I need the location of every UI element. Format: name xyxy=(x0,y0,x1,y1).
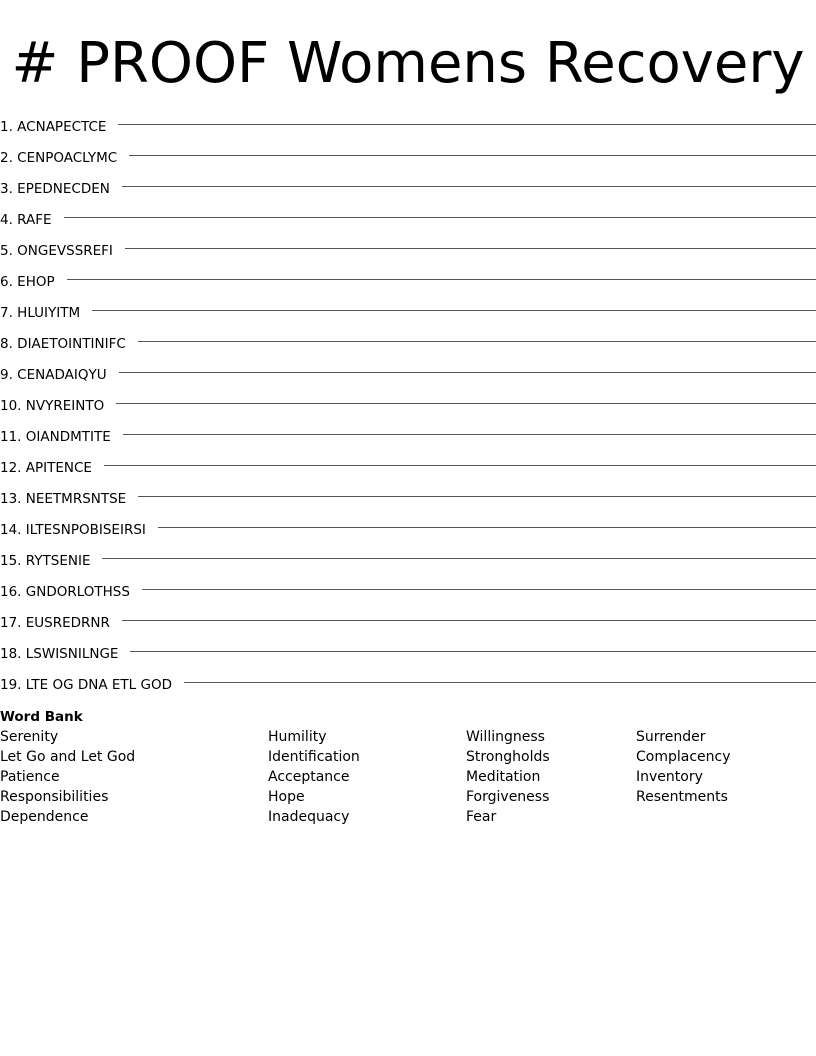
word-bank-word: Fear xyxy=(466,809,497,825)
scramble-item xyxy=(0,666,816,697)
answer-line[interactable] xyxy=(122,598,816,621)
word-bank-word: Responsibilities xyxy=(0,789,109,805)
word-bank-word: Willingness xyxy=(466,729,545,745)
word-bank-word: Hope xyxy=(268,789,305,805)
word-bank-word: Complacency xyxy=(636,749,731,765)
word-bank-column xyxy=(636,727,731,807)
scrambled-word: 2. CENPOACLYMC xyxy=(0,150,118,166)
answer-line[interactable] xyxy=(184,660,816,683)
answer-line[interactable] xyxy=(129,133,816,156)
scrambled-word: 19. LTE OG DNA ETL GOD xyxy=(0,677,172,693)
word-bank-word: Acceptance xyxy=(268,769,350,785)
scrambled-word: 16. GNDORLOTHSS xyxy=(0,584,130,600)
scramble-list xyxy=(0,108,816,697)
answer-line[interactable] xyxy=(119,350,816,373)
word-bank-word: Surrender xyxy=(636,729,706,745)
worksheet-title: # PROOF Womens Recovery xyxy=(11,31,805,96)
word-bank-column xyxy=(268,727,360,827)
answer-line[interactable] xyxy=(125,226,816,249)
word-bank-word: Humility xyxy=(268,729,327,745)
word-bank-word: Let Go and Let God xyxy=(0,749,136,765)
answer-line[interactable] xyxy=(142,567,816,590)
word-bank-word: Patience xyxy=(0,769,60,785)
word-bank-grid xyxy=(0,727,816,827)
scrambled-word: 4. RAFE xyxy=(0,212,52,228)
answer-line[interactable] xyxy=(92,288,816,311)
scrambled-word: 1. ACNAPECTCE xyxy=(0,119,107,135)
word-bank-word: Meditation xyxy=(466,769,541,785)
answer-line[interactable] xyxy=(138,474,816,497)
answer-line[interactable] xyxy=(118,102,816,125)
word-bank-column xyxy=(0,727,135,827)
word-bank-word: Identification xyxy=(268,749,360,765)
word-bank-word: Inventory xyxy=(636,769,703,785)
answer-line[interactable] xyxy=(138,319,816,342)
word-bank-word: Dependence xyxy=(0,809,89,825)
word-bank-word: Strongholds xyxy=(466,749,550,765)
scrambled-word: 9. CENADAIQYU xyxy=(0,367,107,383)
answer-line[interactable] xyxy=(104,443,816,466)
word-bank-word: Inadequacy xyxy=(268,809,350,825)
word-bank-word: Resentments xyxy=(636,789,728,805)
answer-line[interactable] xyxy=(67,257,816,280)
word-bank-word: Forgiveness xyxy=(466,789,550,805)
word-bank-title: Word Bank xyxy=(0,709,83,725)
answer-line[interactable] xyxy=(122,164,816,187)
answer-line[interactable] xyxy=(123,412,816,435)
word-bank xyxy=(0,707,816,827)
scrambled-word: 10. NVYREINTO xyxy=(0,398,105,414)
scrambled-word: 18. LSWISNILNGE xyxy=(0,646,119,662)
scrambled-word: 11. OIANDMTITE xyxy=(0,429,111,445)
word-bank-column xyxy=(466,727,550,827)
answer-line[interactable] xyxy=(130,629,816,652)
scrambled-word: 5. ONGEVSSREFI xyxy=(0,243,113,259)
scrambled-word: 15. RYTSENIE xyxy=(0,553,91,569)
scrambled-word: 7. HLUIYITM xyxy=(0,305,81,321)
answer-line[interactable] xyxy=(64,195,816,218)
answer-line[interactable] xyxy=(116,381,816,404)
scrambled-word: 14. ILTESNPOBISEIRSI xyxy=(0,522,146,538)
scrambled-word: 12. APITENCE xyxy=(0,460,92,476)
scrambled-word: 17. EUSREDRNR xyxy=(0,615,110,631)
answer-line[interactable] xyxy=(158,505,816,528)
answer-line[interactable] xyxy=(102,536,816,559)
word-bank-word: Serenity xyxy=(0,729,59,745)
scrambled-word: 13. NEETMRSNTSE xyxy=(0,491,127,507)
scrambled-word: 8. DIAETOINTINIFC xyxy=(0,336,126,352)
scrambled-word: 6. EHOP xyxy=(0,274,55,290)
scrambled-word: 3. EPEDNECDEN xyxy=(0,181,110,197)
